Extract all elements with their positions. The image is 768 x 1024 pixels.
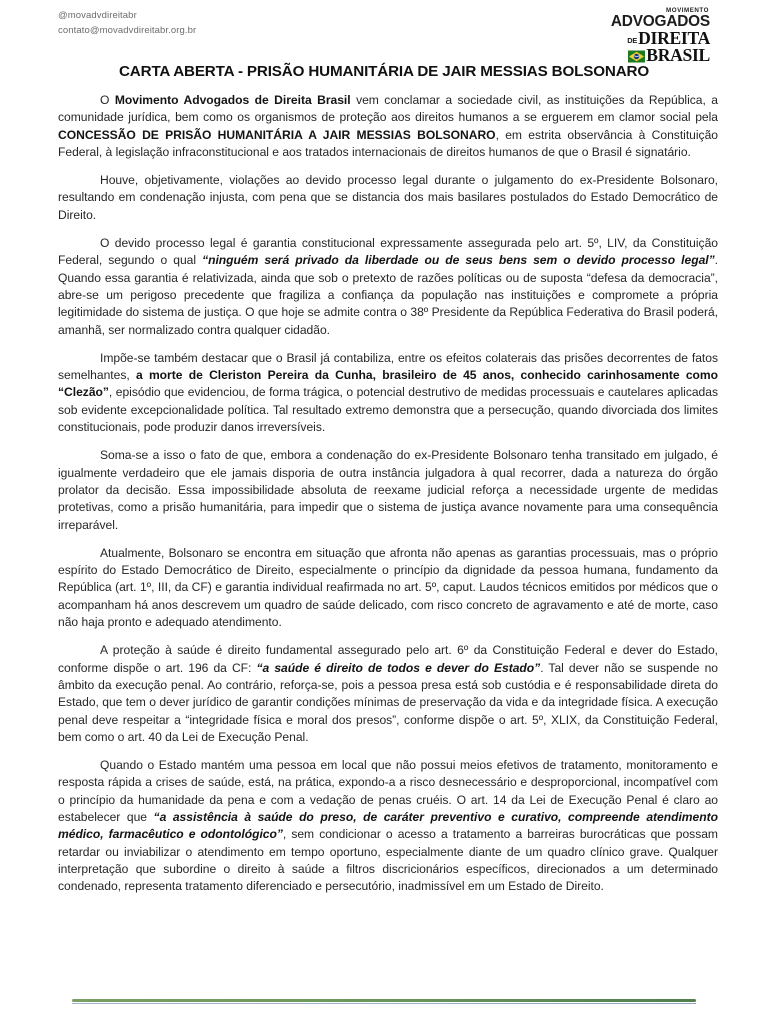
paragraph: Atualmente, Bolsonaro se encontra em situação que afronta não apenas as garantias processuais, mas o próprio espírito do Estado Democrático de Direito, especialmente o princípio da dignidade da pessoa humana, fundamento da República (art. 1º, III, da CF) e garantia individual reafirmada no art. 5º, caput. Laudos técnicos emitidos por médicos que o acompanham há anos descrevem um quadro de saúde delicado, com risco concreto de agravamento e até de morte, caso não haja pronto e adequado atendimento. [58,545,718,630]
logo-line-movimento: MOVIMENTO [666,7,709,14]
footer-divider-accent [72,1003,696,1005]
letter-body [58,92,718,895]
social-handle: @movadvdireitabr [58,10,137,21]
logo-line-de: DE [627,36,638,46]
organization-logo [606,8,710,65]
paragraph: Quando o Estado mantém uma pessoa em local que não possui meios efetivos de tratamento, monitoramento e resposta rápida a crises de saúde, está, na prática, expondo-a a risco desnecessário e desproporcional, incompatível com o princípio da humanidade da pena e com a vedação de penas cruéis. O art. 14 da Lei de Execução Penal é claro ao estabelecer que “a assistência à saúde do preso, de caráter preventivo e curativo, compreende atendimento médico, farmacêutico e odontológico”, sem condicionar o acesso a tratamento a barreiras burocráticas que possam retardar ou inviabilizar o atendimento em tempo oportuno, especialmente diante de um quadro clínico grave. Qualquer interpretação que subordine o direito à saúde a filtros discricionários específicos, direcionados a um determinado condenado, representa tratamento diferenciado e persecutório, inadmissível em um Estado de Direito. [58,758,718,894]
paragraph: A proteção à saúde é direito fundamental assegurado pelo art. 6º da Constituição Federal e dever do Estado, conforme dispõe o art. 196 da CF: “a saúde é direito de todos e dever do Estado”. Tal dever não se suspende no âmbito da execução penal. Ao contrário, reforça-se, pois a pessoa presa está sob custódia e é responsabilidade direta do Estado, que tem o dever jurídico de garantir condições mínimas de preservação da vida e da integridade física. A execução penal deve respeitar a “integridade física e moral dos presos”, conforme dispõe o art. 5º, XLIX, da Constituição Federal, bem como o art. 40 da Lei de Execução Penal. [58,643,719,744]
paragraph: Soma-se a isso o fato de que, embora a condenação do ex-Presidente Bolsonaro tenha transitado em julgado, é igualmente verdadeiro que ele jamais disporia de outra instância julgadora à qual recorrer, dada a natureza do órgão prolator da decisão. Essa impossibilidade absoluta de reexame judicial reforça a necessidade urgente de medidas protetivas, como a prisão humanitária, para impedir que o sistema de justiça avance novamente para uma consequência irreparável. [58,448,718,532]
paragraph: O Movimento Advogados de Direita Brasil vem conclamar a sociedade civil, as instituições da República, a comunidade jurídica, bem como os organismos de proteção aos direitos humanos a se erguerem em clamor social pela CONCESSÃO DE PRISÃO HUMANITÁRIA A JAIR MESSIAS BOLSONARO, em estrita observância à Constituição Federal, à legislação infraconstitucional e aos tratados internacionais de direitos humanos de que o Brasil é signatário. [58,93,718,159]
paragraph: Impõe-se também destacar que o Brasil já contabiliza, entre os efeitos colaterais das prisões decorrentes de fatos semelhantes, a morte de Cleriston Pereira da Cunha, brasileiro de 45 anos, conhecido carinhosamente como “Clezão”, episódio que evidenciou, de forma trágica, o potencial destrutivo de medidas processuais e cautelares aplicadas sob evidente excepcionalidade política. Tal resultado extremo demonstra que a persecução, quando divorciada dos limites constitucionais, pode produzir danos irreversíveis. [58,350,719,435]
paragraph: O devido processo legal é garantia constitucional expressamente assegurada pelo art. 5º, LIV, da Constituição Federal, segundo o qual “ninguém será privado da liberdade ou de seus bens sem o devido processo legal”. Quando essa garantia é relativizada, ainda que sob o pretexto de razões políticas ou de suposta “defesa da democracia”, abre-se um perigoso precedente que fragiliza a confiança da população nas instituições e compromete a própria legitimidade do sistema de justiça. O que hoje se admite contra o 38º Presidente da República Federativa do Brasil poderá, amanhã, ser normalizado contra qualquer cidadão. [58,236,718,337]
footer-divider [72,999,696,1002]
logo-line-advogados: ADVOGADOS [610,13,710,31]
paragraph: Houve, objetivamente, violações ao devido processo legal durante o julgamento do ex-Presidente Bolsonaro, resultando em condenação injusta, com pena que se distancia dos mais basilares postulados do Estado Democrático de Direito. [58,173,718,222]
logo-line-brasil: BRASIL [646,45,710,66]
brazil-flag-icon [628,50,645,63]
logo-line-direita: DIREITA [638,27,710,48]
page-header [0,0,768,66]
contact-block [58,8,196,37]
contact-email: contato@movadvdireitabr.org.br [58,25,197,36]
page-title: CARTA ABERTA - PRISÃO HUMANITÁRIA DE JAIR MESSIAS BOLSONARO [118,63,650,80]
